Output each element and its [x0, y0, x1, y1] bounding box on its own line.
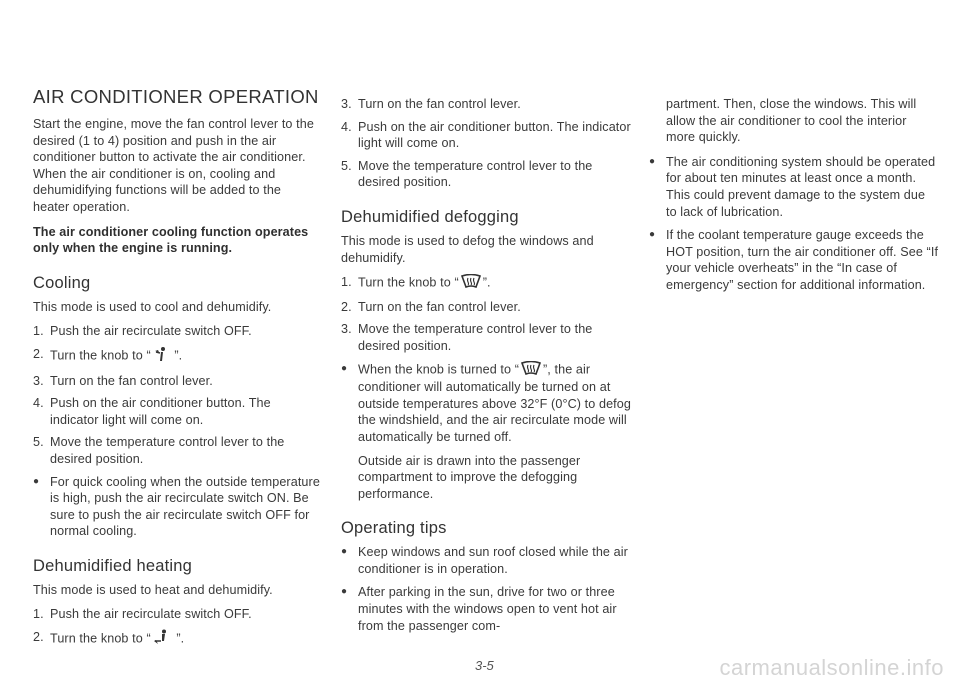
step-text: Push on the air conditioner button. The indicator light will come on. — [50, 396, 271, 427]
defogging-description: This mode is used to defog the windows and dehumidify. — [341, 233, 594, 265]
df-step-2 — [341, 299, 631, 316]
cooling-step-3 — [33, 373, 320, 390]
step-text: Push the air recirculate switch OFF. — [50, 324, 252, 339]
dh-step-2 — [33, 629, 320, 650]
column-3 — [649, 96, 939, 301]
step-4 — [341, 119, 631, 152]
intro-paragraph: Start the engine, move the fan control lever to the desired (1 to 4) position and push in the air conditioner button to activate the air conditioner. When the air conditioner is on, cooling and dehumidifying functions will be added to the heater operation. — [33, 117, 314, 214]
step-number: 4. — [33, 396, 44, 411]
bullet-dot-icon: ● — [341, 362, 348, 374]
defogging-bullet — [341, 361, 631, 446]
step-text: Turn on the fan control lever. — [358, 299, 521, 314]
step-text: Move the temperature control lever to the desired position. — [50, 435, 285, 466]
continued-paragraph: partment. Then, close the windows. This will allow the air conditioner to cool the interior more quickly. — [666, 97, 917, 145]
dehumidified-heating-description: This mode is used to heat and dehumidify. — [33, 582, 273, 597]
bullet-text: The air conditioning system should be operated for about ten minutes at least once a month. This could prevent damage to the system due to lack of lubrication. — [666, 154, 936, 219]
step-number: 5. — [341, 158, 352, 173]
step-text: Turn on the fan control lever. — [50, 373, 213, 388]
cooling-description: This mode is used to cool and dehumidify. — [33, 299, 272, 314]
bullet-dot-icon: ● — [649, 155, 656, 167]
operating-tips-heading: Operating tips — [341, 519, 447, 538]
step-text: Move the temperature control lever to the desired position. — [358, 322, 593, 353]
dehumidified-defogging-heading: Dehumidified defogging — [341, 207, 519, 226]
step-number: 2. — [33, 630, 44, 645]
windshield-defrost-icon — [461, 274, 481, 293]
windshield-defrost-icon — [521, 361, 541, 380]
section-title: AIR CONDITIONER OPERATION — [33, 86, 319, 107]
face-vent-icon — [153, 346, 169, 367]
bullet-dot-icon: ● — [649, 229, 656, 241]
step-text-pre: Turn the knob to “ — [50, 631, 151, 646]
step-text-pre: Turn the knob to “ — [50, 348, 151, 363]
dehumidified-heating-heading: Dehumidified heating — [33, 556, 193, 575]
bullet-text — [358, 361, 631, 446]
step-5 — [341, 158, 631, 191]
tip-bullet-1 — [341, 544, 631, 577]
defogging-bullet-paragraph: Outside air is drawn into the passenger compartment to improve the defogging performance. — [358, 453, 581, 501]
step-text-post: ”. — [170, 348, 183, 363]
cooling-heading: Cooling — [33, 273, 91, 292]
step-number: 2. — [33, 346, 44, 361]
dh-step-1 — [33, 606, 320, 623]
cooling-step-2 — [33, 346, 320, 367]
step-number: 5. — [33, 435, 44, 450]
tip-bullet-4 — [649, 227, 939, 293]
cooling-step-5 — [33, 434, 320, 467]
step-number: 3. — [341, 97, 352, 111]
step-number: 1. — [341, 275, 352, 290]
df-step-1 — [341, 274, 631, 293]
page-number: 3-5 — [475, 658, 494, 673]
step-text — [50, 346, 320, 367]
cooling-step-4 — [33, 395, 320, 428]
bullet-text-post: ”, the air conditioner will automatically be turned on at outside temperatures above 32°F (0°C) to defog the windshield, and the air recirculate mode will automatically be turned off. — [358, 362, 631, 444]
step-text: Move the temperature control lever to the desired position. — [358, 158, 593, 190]
step-text-post: ”. — [482, 275, 491, 290]
bullet-text-pre: When the knob is turned to “ — [358, 362, 520, 377]
bullet-dot-icon: ● — [33, 475, 40, 487]
tip-bullet-3 — [649, 154, 939, 220]
watermark: carmanualsonline.info — [719, 655, 944, 680]
step-3 — [341, 96, 631, 113]
note-bold: The air conditioner cooling function operates only when the engine is running. — [33, 224, 309, 256]
bullet-text: For quick cooling when the outside temperature is high, push the air recirculate switch ON. Be sure to push the air recirculate switch OFF for normal cooling. — [50, 474, 320, 539]
column-2 — [341, 96, 631, 641]
cooling-step-1 — [33, 323, 320, 340]
step-text: Push the air recirculate switch OFF. — [50, 607, 252, 622]
foot-vent-icon — [153, 629, 171, 650]
step-text — [358, 274, 631, 293]
step-text — [50, 629, 320, 650]
bullet-text: Keep windows and sun roof closed while the air conditioner is in operation. — [358, 545, 628, 576]
bullet-text: After parking in the sun, drive for two or three minutes with the windows open to vent hot air from the passenger com- — [358, 585, 617, 633]
step-text-post: ”. — [172, 631, 185, 646]
step-number: 2. — [341, 299, 352, 314]
step-number: 1. — [33, 324, 44, 339]
df-step-3 — [341, 321, 631, 354]
bullet-dot-icon: ● — [341, 586, 348, 598]
step-number: 1. — [33, 607, 44, 622]
tip-bullet-2 — [341, 584, 631, 634]
step-number: 3. — [33, 373, 44, 388]
column-1 — [33, 86, 320, 656]
step-number: 3. — [341, 322, 352, 337]
step-number: 4. — [341, 119, 352, 134]
step-text-pre: Turn the knob to “ — [358, 275, 459, 290]
bullet-text: If the coolant temperature gauge exceeds the HOT position, turn the air conditioner off. See “If your vehicle overheats” in the “In case of emergency” section for additional information. — [666, 228, 939, 292]
step-text: Turn on the fan control lever. — [358, 97, 521, 111]
bullet-dot-icon: ● — [341, 546, 348, 558]
cooling-bullet — [33, 474, 320, 540]
step-text: Push on the air conditioner button. The indicator light will come on. — [358, 119, 631, 151]
